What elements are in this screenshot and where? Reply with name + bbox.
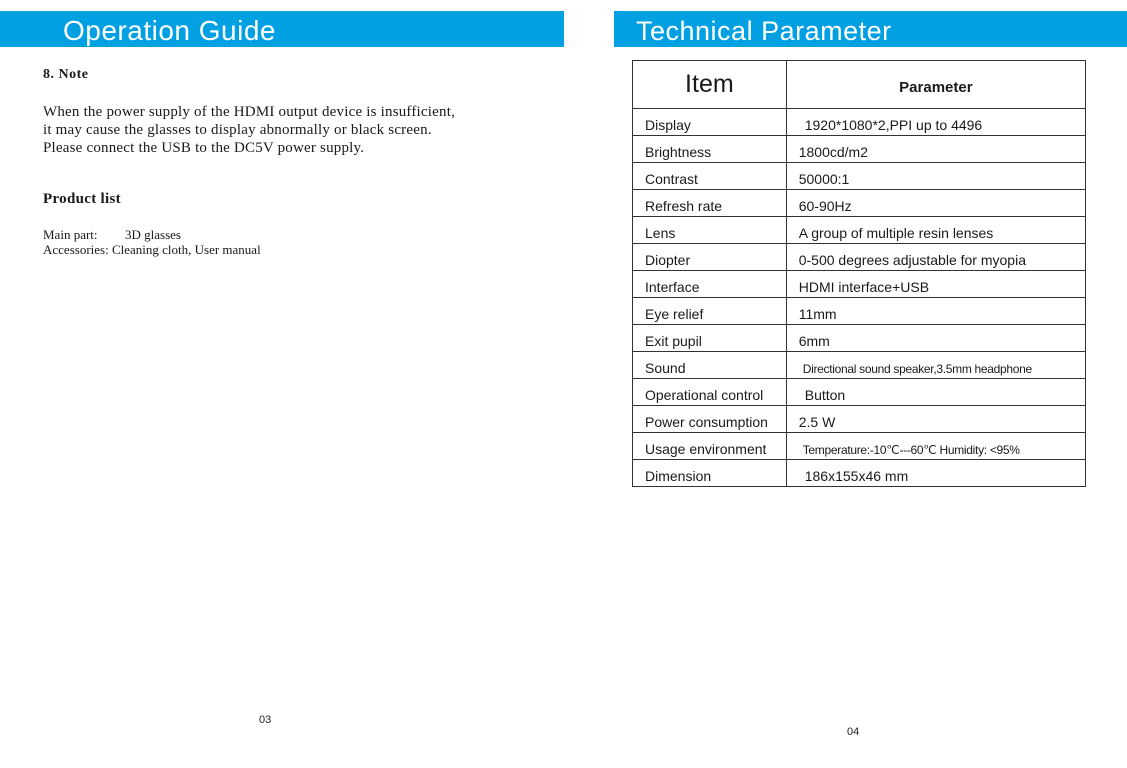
note-line: Please connect the USB to the DC5V power supply. [43, 140, 365, 156]
row-item: Brightness [633, 136, 787, 163]
row-value: 50000:1 [786, 163, 1085, 190]
row-value: A group of multiple resin lenses [786, 217, 1085, 244]
row-value: 6mm [786, 325, 1085, 352]
row-value: 0-500 degrees adjustable for myopia [786, 244, 1085, 271]
row-value: 186x155x46 mm [786, 460, 1085, 487]
note-line: When the power supply of the HDMI output device is insufficient, [43, 104, 456, 120]
row-value: 2.5 W [786, 406, 1085, 433]
row-item: Refresh rate [633, 190, 787, 217]
table-row [633, 379, 1086, 406]
row-item: Exit pupil [633, 325, 787, 352]
row-item: Lens [633, 217, 787, 244]
table-row [633, 298, 1086, 325]
product-list-heading: Product list [43, 191, 121, 207]
note-heading: 8. Note [43, 67, 89, 82]
note-body [43, 103, 455, 157]
technical-parameter-table [632, 60, 1086, 487]
product-list-item [43, 227, 261, 242]
table-row [633, 109, 1086, 136]
page-number-left: 03 [259, 714, 272, 726]
row-item: Display [633, 109, 787, 136]
row-item: Eye relief [633, 298, 787, 325]
row-item: Usage environment [633, 433, 787, 460]
product-list-value: Cleaning cloth, User manual [111, 242, 261, 257]
row-item: Operational control [633, 379, 787, 406]
row-value: 60-90Hz [786, 190, 1085, 217]
header-parameter: Parameter [786, 61, 1085, 109]
table-row [633, 406, 1086, 433]
page-number-right: 04 [847, 726, 860, 738]
table-row [633, 190, 1086, 217]
table-row [633, 271, 1086, 298]
table-row [633, 163, 1086, 190]
row-item: Contrast [633, 163, 787, 190]
product-list-value: 3D glasses [125, 227, 181, 242]
row-value: Temperature:-10℃---60℃ Humidity: <95% [786, 433, 1085, 460]
table-row [633, 352, 1086, 379]
product-list-item [43, 242, 261, 257]
table-row [633, 244, 1086, 271]
table-row [633, 217, 1086, 244]
table-header-row [633, 61, 1086, 109]
row-value: 1920*1080*2,PPI up to 4496 [786, 109, 1085, 136]
table-row [633, 136, 1086, 163]
table-row [633, 433, 1086, 460]
operation-guide-banner: Operation Guide [0, 11, 564, 47]
table-row [633, 460, 1086, 487]
row-item: Power consumption [633, 406, 787, 433]
note-line: it may cause the glasses to display abnormally or black screen. [43, 122, 432, 138]
row-item: Dimension [633, 460, 787, 487]
row-value: 11mm [786, 298, 1085, 325]
table-row [633, 325, 1086, 352]
row-item: Interface [633, 271, 787, 298]
product-list [43, 227, 261, 257]
row-value: Button [786, 379, 1085, 406]
row-value: 1800cd/m2 [786, 136, 1085, 163]
row-value: HDMI interface+USB [786, 271, 1085, 298]
technical-parameter-banner: Technical Parameter [614, 11, 1127, 47]
product-list-label: Main part: [43, 227, 98, 242]
header-item: Item [633, 61, 787, 109]
row-item: Sound [633, 352, 787, 379]
row-value: Directional sound speaker,3.5mm headphone [786, 352, 1085, 379]
row-item: Diopter [633, 244, 787, 271]
product-list-label: Accessories: [43, 242, 109, 257]
